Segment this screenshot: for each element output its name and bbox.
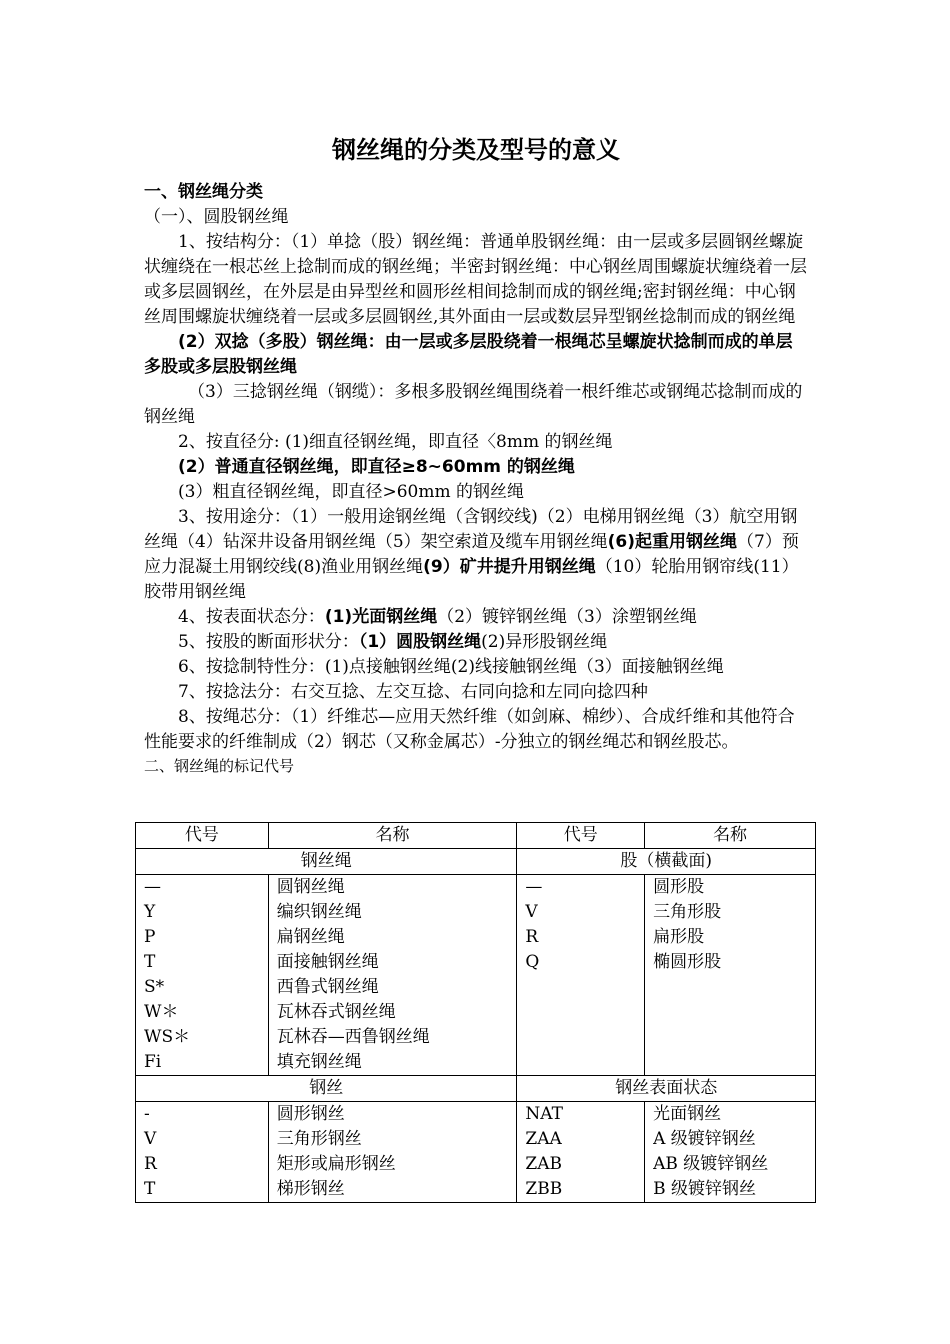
paragraph-strand-shape (144, 630, 808, 655)
paragraph-double-lay (144, 330, 808, 380)
list-item: 填充钢丝绳 (276, 1052, 362, 1072)
paragraph-lay-method: 7、按捻法分：右交互捻、左交互捻、右同向捻和左同向捻四种 (178, 682, 648, 702)
list-item: V (525, 902, 538, 922)
list-item: 三角形股 (653, 902, 722, 922)
list-item: — (144, 877, 161, 897)
paragraph-structure: 1、按结构分：（1）单捻（股）钢丝绳：普通单股钢丝绳：由一层或多层圆钢丝螺旋状缠绕在一根芯丝上捻制而成的钢丝绳；半密封钢丝绳：中心钢丝周围螺旋状缠绕着一层或多层圆钢丝，在外层是由异型丝和圆形丝相间捻制而成的钢丝绳;密封钢丝绳：中心钢丝周围螺旋状缠绕着一层或多层圆钢丝,其外面由一层或数层异型钢丝捻制而成的钢丝绳 (144, 232, 807, 327)
list-item: 三角形钢丝 (276, 1129, 362, 1149)
text-run: （7）预应力混凝土用钢绞线(8)渔业用钢丝绳 (144, 532, 799, 577)
list-item: R (144, 1154, 157, 1174)
list-item: 圆形钢丝 (276, 1104, 345, 1124)
group-label-rope: 钢丝绳 (136, 849, 517, 875)
text-run: 3、按用途分：（1）一般用途钢丝绳（含钢绞线)（2）电梯用钢丝绳（3）航空用钢丝绳（4）钻深井设备用钢丝绳（5）架空索道及缆车用钢丝绳 (144, 507, 798, 552)
bold-text: (2）普通直径钢丝绳，即直径≥8~60mm 的钢丝绳 (178, 457, 575, 477)
bold-text: (9）矿井提升用钢丝绳 (423, 557, 596, 577)
list-item: AB 级镀锌钢丝 (653, 1154, 769, 1174)
bold-text: (1)光面钢丝绳 (324, 607, 438, 627)
bold-text: (6)起重用钢丝绳 (607, 532, 738, 552)
document-page (144, 128, 808, 777)
group-label-surface: 钢丝表面状态 (517, 1076, 816, 1102)
text-run: 5、按股的断面形状分： (178, 632, 359, 652)
bold-text: （1）圆股钢丝绳 (358, 632, 482, 652)
subsection-heading: （一）、圆股钢丝绳 (144, 207, 289, 227)
list-item: 面接触钢丝绳 (276, 952, 379, 972)
list-item: 椭圆形股 (653, 952, 722, 972)
list-item: 光面钢丝 (653, 1104, 722, 1124)
table-header-row (136, 823, 816, 849)
list-item: R (525, 927, 539, 947)
list-item: 圆钢丝绳 (276, 877, 345, 897)
list-item: NAT (525, 1104, 563, 1124)
table-group-row (136, 849, 816, 875)
list-item: B 级镀锌钢丝 (653, 1179, 757, 1199)
list-item: T (144, 1179, 156, 1199)
list-item: 圆形股 (653, 877, 705, 897)
group-label-wire: 钢丝 (136, 1076, 517, 1102)
list-item: - (144, 1104, 150, 1124)
table-group-row (136, 1076, 816, 1102)
list-item: S* (144, 977, 165, 997)
code-table (135, 822, 816, 1203)
text-run: （2）镀锌钢丝绳（3）涂塑钢丝绳 (437, 607, 697, 627)
list-item: Fi (144, 1052, 162, 1072)
list-item: — (525, 877, 543, 897)
table-header: 代号 (136, 823, 269, 849)
rope-code-cell (136, 875, 269, 1076)
paragraph-surface (144, 605, 808, 630)
list-item: 扁钢丝绳 (276, 927, 345, 947)
section-heading-classification: 一、钢丝绳分类 (144, 182, 263, 202)
strand-code-cell (517, 875, 645, 1076)
bold-text: (2）双捻（多股）钢丝绳：由一层或多层股绕着一根绳芯呈螺旋状捻制而成的单层多股或多层股钢丝绳 (144, 332, 793, 377)
surface-code-cell (517, 1102, 645, 1203)
list-item: WS＊ (144, 1027, 191, 1047)
wire-code-cell (136, 1102, 269, 1203)
table-header: 名称 (645, 823, 816, 849)
list-item: 矩形或扁形钢丝 (276, 1154, 396, 1174)
wire-name-cell (268, 1102, 517, 1203)
list-item: V (144, 1129, 157, 1149)
group-label-strand: 股（横截面) (517, 849, 816, 875)
list-item: ZAB (525, 1154, 562, 1174)
paragraph-diameter-fine: 2、按直径分: (1)细直径钢丝绳，即直径〈8mm 的钢丝绳 (178, 432, 613, 452)
table-row (136, 1102, 816, 1203)
rope-name-cell (268, 875, 517, 1076)
table-row (136, 875, 816, 1076)
list-item: 瓦林吞—西鲁钢丝绳 (276, 1027, 430, 1047)
table-header: 名称 (268, 823, 517, 849)
list-item: ZAA (525, 1129, 562, 1149)
page-title: 钢丝绳的分类及型号的意义 (332, 136, 620, 164)
list-item: 梯形钢丝 (276, 1179, 345, 1199)
section-heading-codes: 二、钢丝绳的标记代号 (144, 757, 295, 775)
list-item: ZBB (525, 1179, 563, 1199)
list-item: P (144, 927, 156, 947)
text-run: （10）轮胎用钢帘线(11）胶带用钢丝绳 (144, 557, 799, 602)
text-run: 4、按表面状态分： (178, 607, 325, 627)
list-item: Q (525, 952, 540, 972)
list-item: A 级镀锌钢丝 (653, 1129, 756, 1149)
list-item: 西鲁式钢丝绳 (276, 977, 379, 997)
paragraph-diameter-normal (144, 455, 808, 480)
paragraph-triple-lay: （3）三捻钢丝绳（钢缆）：多根多股钢丝绳围绕着一根纤维芯或钢绳芯捻制而成的钢丝绳 (144, 382, 803, 427)
table-header: 代号 (517, 823, 645, 849)
text-run: (2)异形股钢丝绳 (481, 632, 608, 652)
surface-name-cell (645, 1102, 816, 1203)
paragraph-usage (144, 505, 808, 605)
paragraph-contact: 6、按捻制特性分：(1)点接触钢丝绳(2)线接触钢丝绳（3）面接触钢丝绳 (178, 657, 724, 677)
list-item: W＊ (144, 1002, 179, 1022)
list-item: T (144, 952, 156, 972)
list-item: 扁形股 (653, 927, 705, 947)
strand-name-cell (645, 875, 816, 1076)
list-item: 瓦林吞式钢丝绳 (276, 1002, 396, 1022)
paragraph-core: 8、按绳芯分：（1）纤维芯—应用天然纤维（如剑麻、棉纱）、合成纤维和其他符合性能要求的纤维制成（2）钢芯（又称金属芯）-分独立的钢丝绳芯和钢丝股芯。 (144, 707, 795, 752)
paragraph-diameter-thick: (3）粗直径钢丝绳，即直径>60mm 的钢丝绳 (178, 482, 524, 502)
list-item: 编织钢丝绳 (276, 902, 362, 922)
list-item: Y (144, 902, 156, 922)
